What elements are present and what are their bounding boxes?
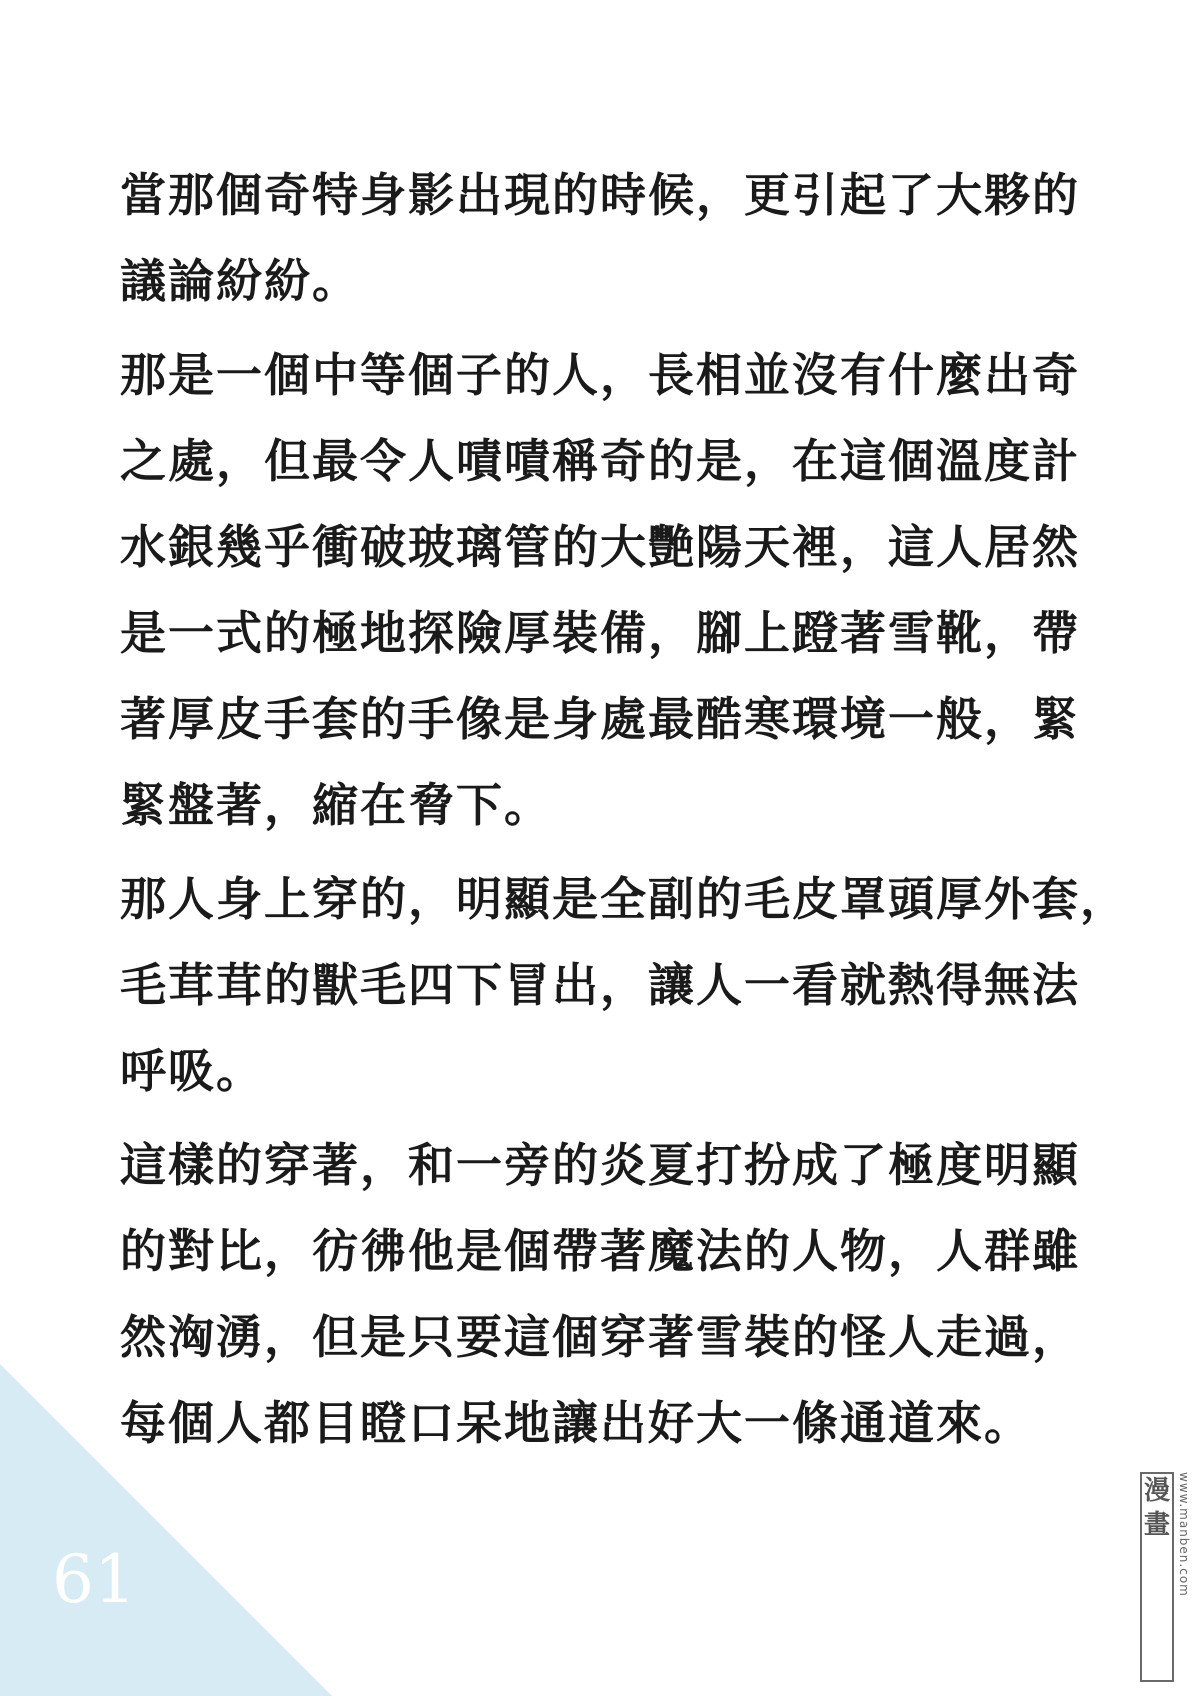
text-line: 之處，但最令人嘖嘖稱奇的是，在這個溫度計 bbox=[120, 434, 1080, 488]
text-line: 毛茸茸的獸毛四下冒出，讓人一看就熱得無法 bbox=[120, 958, 1080, 1012]
paragraph-2 bbox=[120, 332, 1080, 848]
text-line: 當那個奇特身影出現的時候，更引起了大夥的 bbox=[120, 168, 1080, 222]
watermark-char: 漫 bbox=[1143, 1476, 1170, 1506]
text-line: 緊盤著，縮在脅下。 bbox=[120, 778, 552, 832]
watermark-char: 畫 bbox=[1143, 1510, 1170, 1540]
text-line: 著厚皮手套的手像是身處最酷寒環境一般，緊 bbox=[120, 692, 1080, 746]
text-line: 每個人都目瞪口呆地讓出好大一條通道來。 bbox=[120, 1396, 1032, 1450]
body-text bbox=[120, 152, 1128, 1474]
paragraph-4 bbox=[120, 1122, 1080, 1466]
watermark-url: www.manben.com bbox=[1177, 1472, 1191, 1597]
text-line: 呼吸。 bbox=[120, 1044, 264, 1098]
text-line: 然洶湧，但是只要這個穿著雪裝的怪人走過， bbox=[120, 1310, 1080, 1364]
text-line: 那是一個中等個子的人，長相並沒有什麼出奇 bbox=[120, 348, 1080, 402]
watermark-box bbox=[1140, 1472, 1174, 1682]
paragraph-1 bbox=[120, 152, 1080, 324]
text-line: 是一式的極地探險厚裝備，腳上蹬著雪靴，帶 bbox=[120, 606, 1080, 660]
text-line: 水銀幾乎衝破玻璃管的大艷陽天裡，這人居然 bbox=[120, 520, 1080, 574]
text-line: 那人身上穿的，明顯是全副的毛皮罩頭厚外套， bbox=[120, 872, 1128, 926]
paragraph-3 bbox=[120, 856, 1128, 1114]
text-line: 議論紛紛。 bbox=[120, 254, 360, 308]
site-watermark-logo bbox=[1140, 1472, 1192, 1682]
page-number: 61 bbox=[52, 1541, 136, 1618]
text-line: 的對比，彷彿他是個帶著魔法的人物，人群雖 bbox=[120, 1224, 1080, 1278]
text-line: 這樣的穿著，和一旁的炎夏打扮成了極度明顯 bbox=[120, 1138, 1080, 1192]
